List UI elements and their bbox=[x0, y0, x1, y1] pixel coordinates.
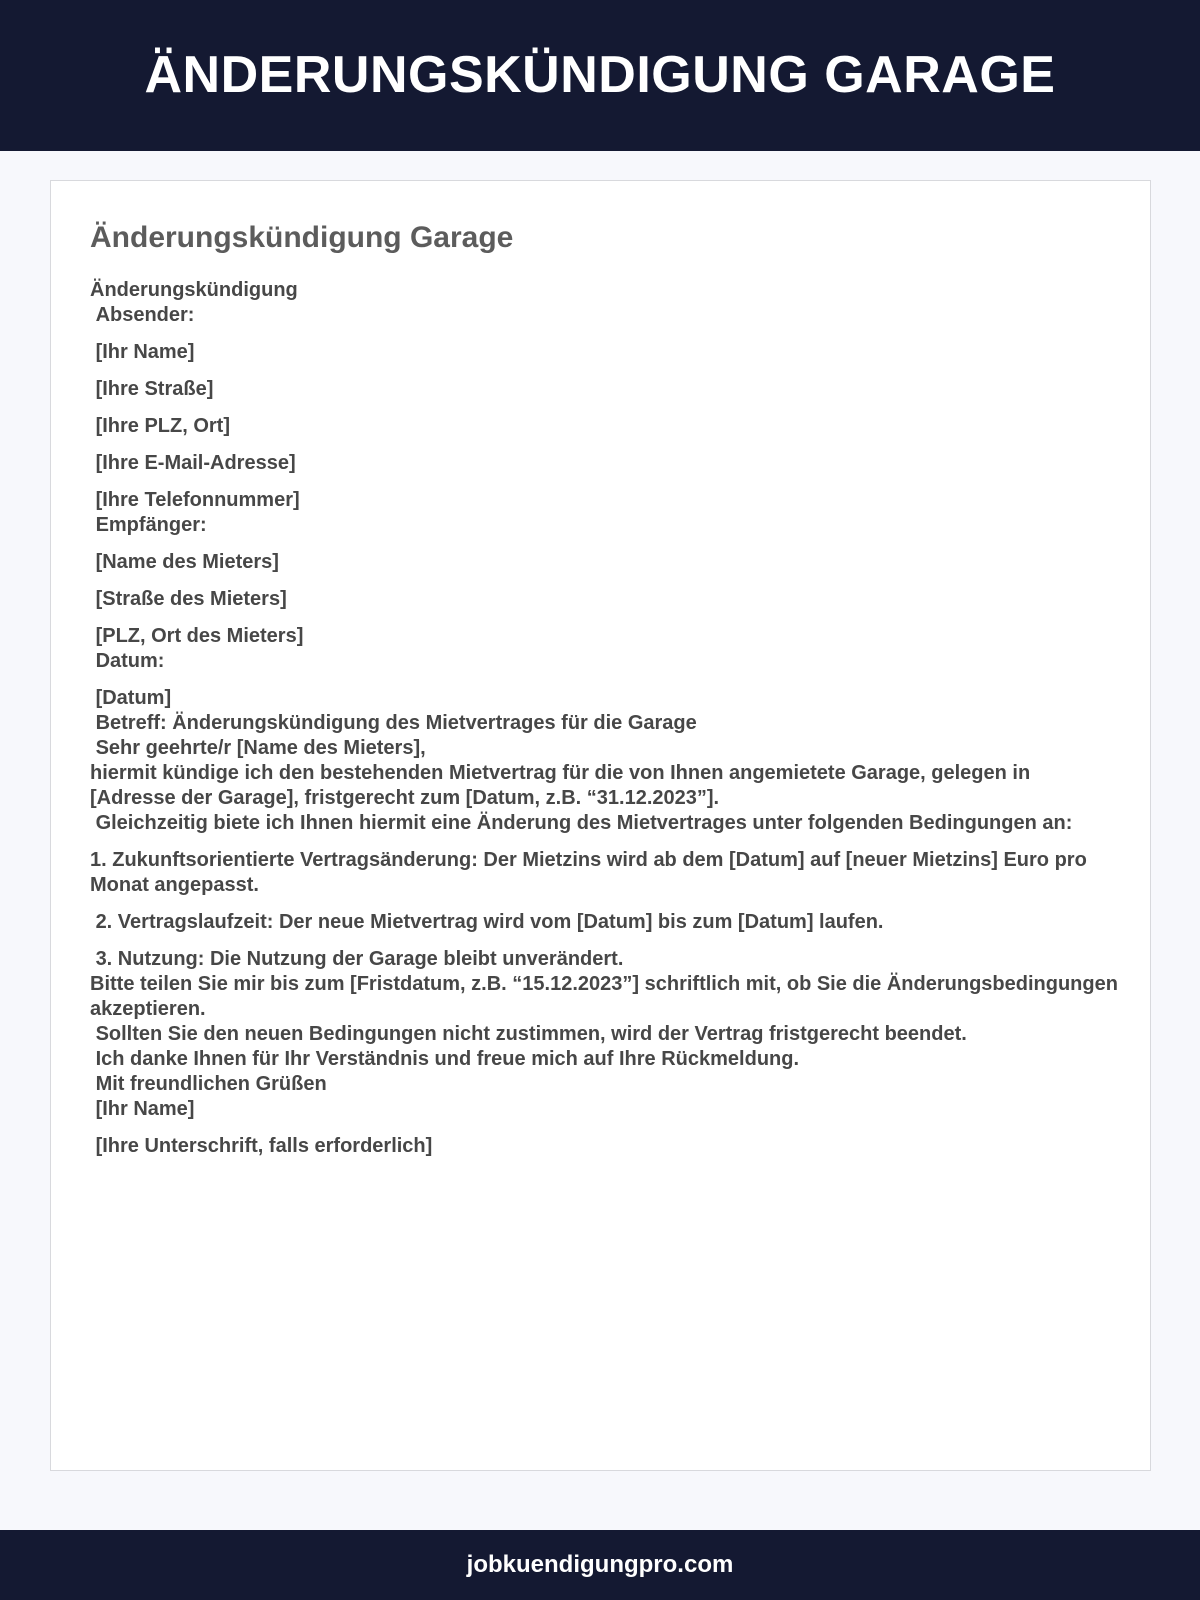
body-paragraph-consequence: Sollten Sie den neuen Bedingungen nicht zustimmen, wird der Vertrag fristgerecht beendet. bbox=[90, 1023, 967, 1045]
sender-label: Absender: bbox=[90, 304, 195, 326]
condition-item-2: 2. Vertragslaufzeit: Der neue Mietvertrag wird vom [Datum] bis zum [Datum] laufen. bbox=[90, 911, 884, 933]
body-paragraph-termination: hiermit kündige ich den bestehenden Mietvertrag für die von Ihnen angemietete Garage, gelegen in [Adresse der Garage], fristgerecht zum [Datum, z.B. “31.12.2023”]. bbox=[90, 762, 1036, 809]
condition-item-3: 3. Nutzung: Die Nutzung der Garage bleibt unverändert. bbox=[90, 948, 624, 970]
footer-site: jobkuendigungpro.com bbox=[466, 1551, 734, 1578]
sender-email: [Ihre E-Mail-Adresse] bbox=[90, 452, 296, 474]
sender-phone: [Ihre Telefonnummer] bbox=[90, 489, 300, 511]
recipient-city: [PLZ, Ort des Mieters] bbox=[90, 625, 304, 647]
body-paragraph-deadline: Bitte teilen Sie mir bis zum [Fristdatum, z.B. “15.12.2023”] schriftlich mit, ob Sie die Änderungsbedingungen akzeptieren. bbox=[90, 973, 1124, 1020]
closing: Mit freundlichen Grüßen bbox=[90, 1073, 327, 1095]
sender-name: [Ihr Name] bbox=[90, 341, 195, 363]
body-paragraph-offer: Gleichzeitig biete ich Ihnen hiermit eine Änderung des Mietvertrages unter folgenden Bedingungen an: bbox=[90, 812, 1073, 834]
page-title: ÄNDERUNGSKÜNDIGUNG GARAGE bbox=[144, 45, 1056, 104]
letter-heading: Änderungskündigung bbox=[90, 279, 298, 301]
closing-signature: [Ihre Unterschrift, falls erforderlich] bbox=[90, 1135, 433, 1157]
recipient-label: Empfänger: bbox=[90, 514, 207, 536]
document-card bbox=[50, 180, 1151, 1471]
sender-city: [Ihre PLZ, Ort] bbox=[90, 415, 231, 437]
recipient-name: [Name des Mieters] bbox=[90, 551, 279, 573]
closing-name: [Ihr Name] bbox=[90, 1098, 195, 1120]
body-paragraph-thanks: Ich danke Ihnen für Ihr Verständnis und freue mich auf Ihre Rückmeldung. bbox=[90, 1048, 800, 1070]
sender-street: [Ihre Straße] bbox=[90, 378, 214, 400]
page-header bbox=[0, 0, 1200, 151]
letter-body bbox=[90, 278, 1124, 1159]
salutation: Sehr geehrte/r [Name des Mieters], bbox=[90, 737, 426, 759]
condition-item-1: 1. Zukunftsorientierte Vertragsänderung: Der Mietzins wird ab dem [Datum] auf [neuer Mietzins] Euro pro Monat angepasst. bbox=[90, 849, 1093, 896]
date-value: [Datum] bbox=[90, 687, 172, 709]
page-footer bbox=[0, 1530, 1200, 1600]
document-title: Änderungskündigung Garage bbox=[90, 221, 514, 254]
subject-line: Betreff: Änderungskündigung des Mietvertrages für die Garage bbox=[90, 712, 697, 734]
date-label: Datum: bbox=[90, 650, 165, 672]
recipient-street: [Straße des Mieters] bbox=[90, 588, 287, 610]
